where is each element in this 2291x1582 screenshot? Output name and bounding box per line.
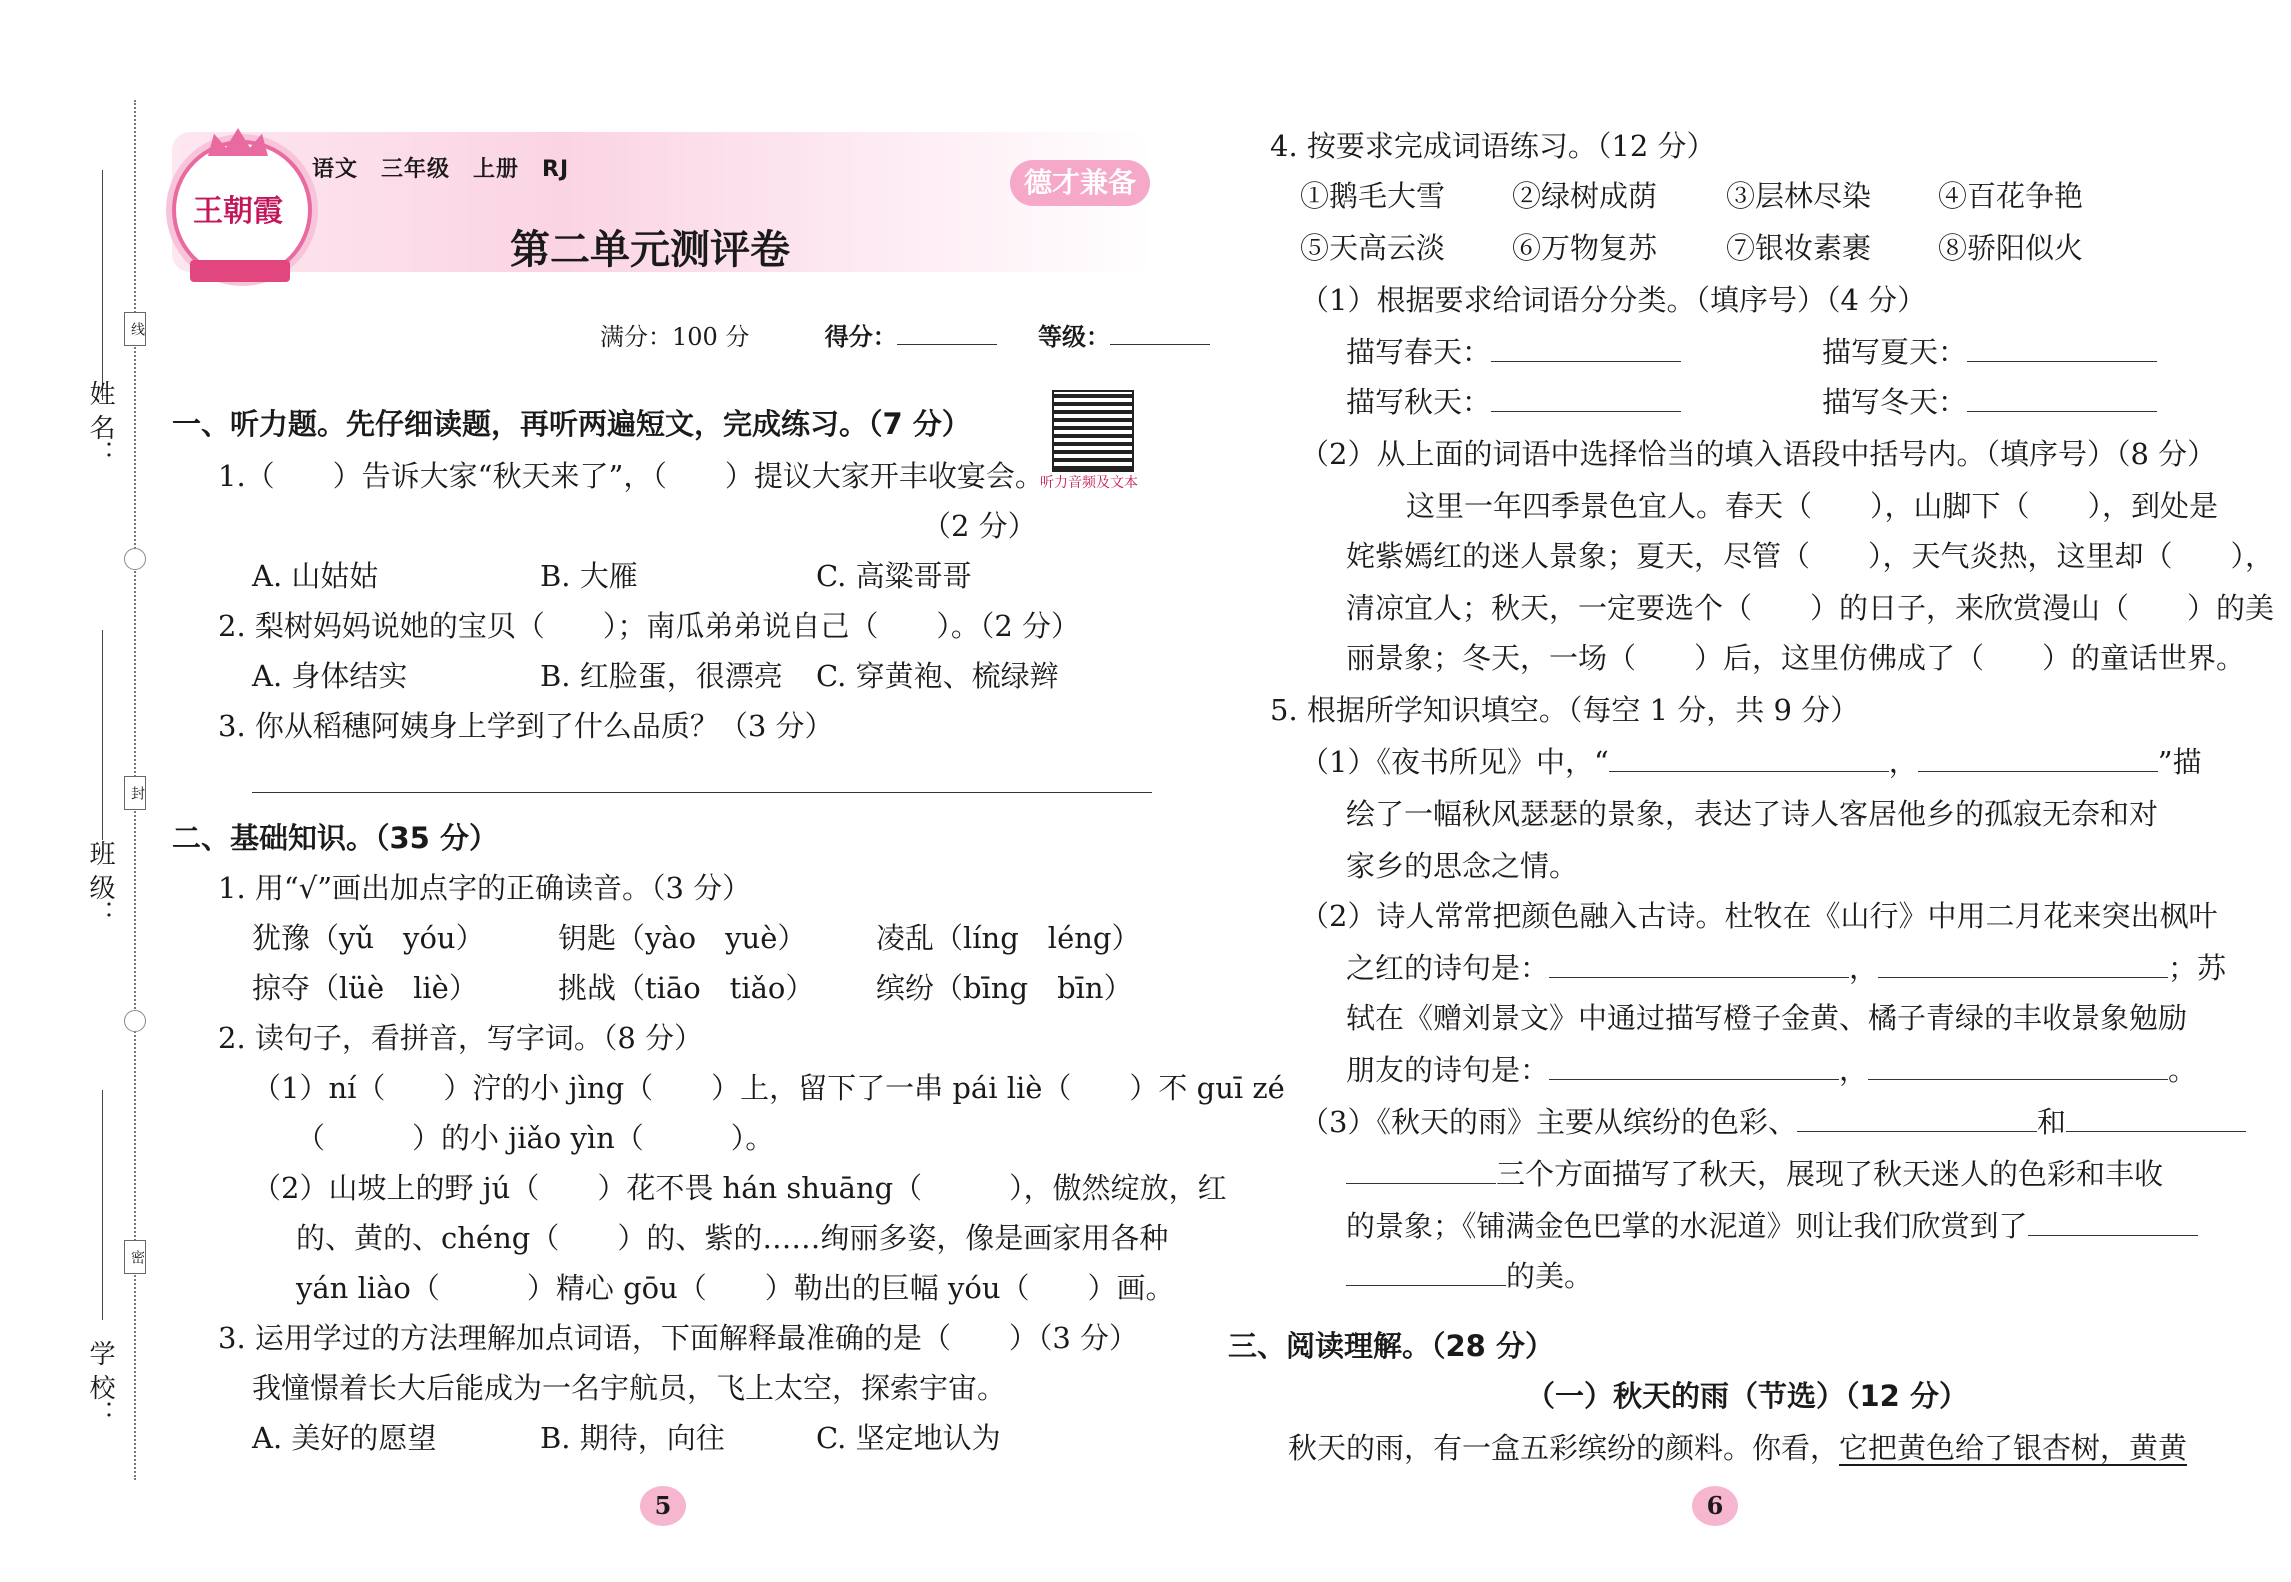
word-item: ①鹅毛大雪	[1300, 179, 1446, 213]
q5-2-blank-1[interactable]	[1549, 949, 1849, 978]
section-1-title: 一、听力题。先仔细读题，再听两遍短文，完成练习。（7 分）	[172, 407, 971, 441]
q5-2-line: （2）诗人常常把颜色融入古诗。杜牧在《山行》中用二月花来突出枫叶	[1300, 899, 2218, 933]
page-number-left: 5	[640, 1486, 686, 1526]
q5-3-cont: 的景象；《铺满金色巴掌的水泥道》则让我们欣赏到了	[1346, 1206, 2198, 1246]
q5-3-cont: 的美。	[1346, 1256, 1593, 1296]
qr-label: 听力音频及文本	[1040, 475, 1138, 491]
q5-3-cont: 三个方面描写了秋天，展现了秋天迷人的色彩和丰收	[1346, 1154, 2163, 1194]
q3-answer-line[interactable]	[252, 792, 1152, 793]
q5-2-blank-3[interactable]	[1549, 1051, 1839, 1080]
spring-blank[interactable]	[1491, 333, 1681, 362]
q1-option-b[interactable]: B. 大雁	[540, 559, 638, 593]
q5-2-cont: 之红的诗句是： ， ；苏	[1346, 951, 2227, 985]
school-line	[102, 1090, 103, 1320]
q5-2-blank-2[interactable]	[1878, 949, 2168, 978]
b1-text: 1. 用“√”画出加点字的正确读音。（3 分）	[218, 871, 752, 905]
winter-blank[interactable]	[1967, 383, 2157, 412]
b2-line: （ ）的小 jiǎo yìn（ ）。	[296, 1121, 775, 1155]
class-line	[102, 630, 103, 840]
b1-item[interactable]: 掠夺（lüè liè）	[252, 971, 478, 1005]
b3-option-a[interactable]: A. 美好的愿望	[252, 1421, 437, 1455]
q5-1-cont: 绘了一幅秋风瑟瑟的景象，表达了诗人客居他乡的孤寂无奈和对	[1346, 797, 2159, 831]
b2-text: 2. 读句子，看拼音，写字词。（8 分）	[218, 1021, 704, 1055]
mark-line: 线	[124, 312, 146, 346]
grade-label: 等级：	[1038, 322, 1110, 351]
q5-1-blank-2[interactable]	[1918, 743, 2158, 772]
q2-option-b[interactable]: B. 红脸蛋，很漂亮	[540, 659, 783, 693]
mark-seal: 封	[124, 776, 146, 810]
b3-text: 3. 运用学过的方法理解加点词语，下面解释最准确的是（ ）（3 分）	[218, 1321, 1139, 1355]
q3-text: 3. 你从稻穗阿姨身上学到了什么品质？（3 分）	[218, 709, 834, 743]
full-score: 满分：100 分	[600, 323, 750, 351]
word-item: ⑥万物复苏	[1512, 231, 1658, 265]
passage-line: 清凉宜人；秋天，一定要选个（ ）的日子，来欣赏漫山（ ）的美	[1346, 591, 2275, 625]
grade-blank[interactable]	[1110, 316, 1210, 345]
b3-option-c[interactable]: C. 坚定地认为	[816, 1421, 1001, 1455]
b3-option-b[interactable]: B. 期待，向往	[540, 1421, 725, 1455]
page-title: 第二单元测评卷	[510, 227, 790, 273]
passage-line: 丽景象；冬天，一场（ ）后，这里仿佛成了（ ）的童话世界。	[1346, 641, 2246, 675]
reading-1-text: 秋天的雨，有一盒五彩缤纷的颜料。你看，它把黄色给了银杏树，黄黄	[1288, 1431, 2188, 1465]
b1-item[interactable]: 凌乱（líng léng）	[876, 921, 1141, 955]
autumn-label: 描写秋天：	[1346, 385, 1492, 419]
q5-1-line: （1）《夜书所见》中，“ ， ”描	[1300, 745, 2202, 779]
ribbon-icon	[190, 260, 290, 282]
b2-line: （1）ní（ ）泞的小 jìng（ ）上，留下了一串 pái liè（ ）不 guī zé	[252, 1071, 1285, 1105]
q2-text: 2. 梨树妈妈说她的宝贝（ ）；南瓜弟弟说自己（ ）。（2 分）	[218, 609, 1081, 643]
spring-label: 描写春天：	[1346, 335, 1492, 369]
word-item: ⑤天高云淡	[1300, 231, 1446, 265]
q5-3-blank-3[interactable]	[1346, 1155, 1496, 1184]
name-label: 姓 名：	[85, 380, 115, 467]
school-label: 学 校：	[85, 1340, 115, 1427]
q4-text: 4. 按要求完成词语练习。（12 分）	[1270, 129, 1716, 163]
score-row	[600, 316, 1210, 352]
q5-3-blank-1[interactable]	[1797, 1103, 2037, 1132]
word-item: ⑧骄阳似火	[1938, 231, 2084, 265]
score-label: 得分：	[824, 322, 897, 351]
q5-3-blank-4[interactable]	[2028, 1207, 2198, 1236]
reading-1-title: （一）秋天的雨（节选）（12 分）	[1526, 1379, 1968, 1413]
q4-2-text: （2）从上面的词语中选择恰当的填入语段中括号内。（填序号）（8 分）	[1300, 437, 2217, 471]
q5-2-cont: 轼在《赠刘景文》中通过描写橙子金黄、橘子青绿的丰收景象勉励	[1346, 1001, 2188, 1035]
winter-label: 描写冬天：	[1822, 385, 1968, 419]
word-item: ③层林尽染	[1726, 179, 1872, 213]
q4-1-text: （1）根据要求给词语分分类。（填序号）（4 分）	[1300, 283, 1927, 317]
passage-line: 这里一年四季景色宜人。春天（ ），山脚下（ ），到处是	[1406, 489, 2219, 523]
autumn-blank[interactable]	[1491, 383, 1681, 412]
section-2-title: 二、基础知识。（35 分）	[172, 821, 498, 855]
q5-3-line: （3）《秋天的雨》主要从缤纷的色彩、 和	[1300, 1102, 2246, 1142]
word-item: ④百花争艳	[1938, 179, 2084, 213]
q5-2-blank-4[interactable]	[1868, 1051, 2168, 1080]
name-line	[102, 170, 103, 400]
q1-option-a[interactable]: A. 山姑姑	[252, 559, 379, 593]
word-item: ⑦银妆素裹	[1726, 231, 1872, 265]
q5-3-blank-5[interactable]	[1346, 1257, 1506, 1286]
b2-line: （2）山坡上的野 jú（ ）花不畏 hán shuāng（ ），傲然绽放，红	[252, 1171, 1227, 1205]
brand-logo-text: 王朝霞	[193, 194, 283, 229]
summer-label: 描写夏天：	[1822, 335, 1968, 369]
q1-option-c[interactable]: C. 高粱哥哥	[816, 559, 972, 593]
score-blank[interactable]	[897, 316, 997, 345]
binding-hole-icon	[124, 1010, 146, 1032]
page-number-right: 6	[1692, 1486, 1738, 1526]
spring-field	[1346, 332, 1681, 372]
q5-text: 5. 根据所学知识填空。（每空 1 分，共 9 分）	[1270, 693, 1860, 727]
word-item: ②绿树成荫	[1512, 179, 1658, 213]
binding-hole-icon	[124, 548, 146, 570]
b3-sentence: 我憧憬着长大后能成为一名宇航员，飞上太空，探索宇宙。	[252, 1371, 1007, 1405]
passage-line: 姹紫嫣红的迷人景象；夏天，尽管（ ），天气炎热，这里却（ ），	[1346, 539, 2275, 573]
q5-2-cont: 朋友的诗句是： ， 。	[1346, 1053, 2198, 1087]
class-label: 班 级：	[85, 840, 115, 927]
winter-field	[1822, 382, 2157, 422]
mark-seal2: 密	[124, 1240, 146, 1274]
b1-item[interactable]: 缤纷（bīng bīn）	[876, 971, 1133, 1005]
b1-item[interactable]: 挑战（tiāo tiǎo）	[558, 971, 815, 1005]
q5-3-blank-2[interactable]	[2066, 1103, 2246, 1132]
autumn-field	[1346, 382, 1681, 422]
b2-line: 的、黄的、chéng（ ）的、紫的……绚丽多姿，像是画家用各种	[296, 1221, 1169, 1255]
q5-1-blank-1[interactable]	[1609, 743, 1889, 772]
summer-blank[interactable]	[1967, 333, 2157, 362]
q1-text: 1.（ ）告诉大家“秋天来了”，（ ）提议大家开丰收宴会。	[218, 459, 1044, 493]
motto-badge: 德才兼备	[1010, 160, 1150, 206]
q2-option-c[interactable]: C. 穿黄袍、梳绿辫	[816, 659, 1059, 693]
course-meta: 语文 三年级 上册 RJ	[312, 157, 570, 182]
q2-option-a[interactable]: A. 身体结实	[252, 659, 408, 693]
b1-item[interactable]: 钥匙（yào yuè）	[558, 921, 807, 955]
reading-1-underlined: 它把黄色给了银杏树，黄黄	[1839, 1431, 2188, 1465]
b1-item[interactable]: 犹豫（yǔ yóu）	[252, 921, 485, 955]
summer-field	[1822, 332, 2157, 372]
b2-line: yán liào（ ）精心 gōu（ ）勒出的巨幅 yóu（ ）画。	[296, 1271, 1175, 1305]
qr-code-icon[interactable]	[1052, 390, 1134, 472]
q5-1-cont: 家乡的思念之情。	[1346, 849, 1579, 883]
q1-score: （2 分）	[922, 509, 1037, 543]
section-3-title: 三、阅读理解。（28 分）	[1228, 1329, 1554, 1363]
